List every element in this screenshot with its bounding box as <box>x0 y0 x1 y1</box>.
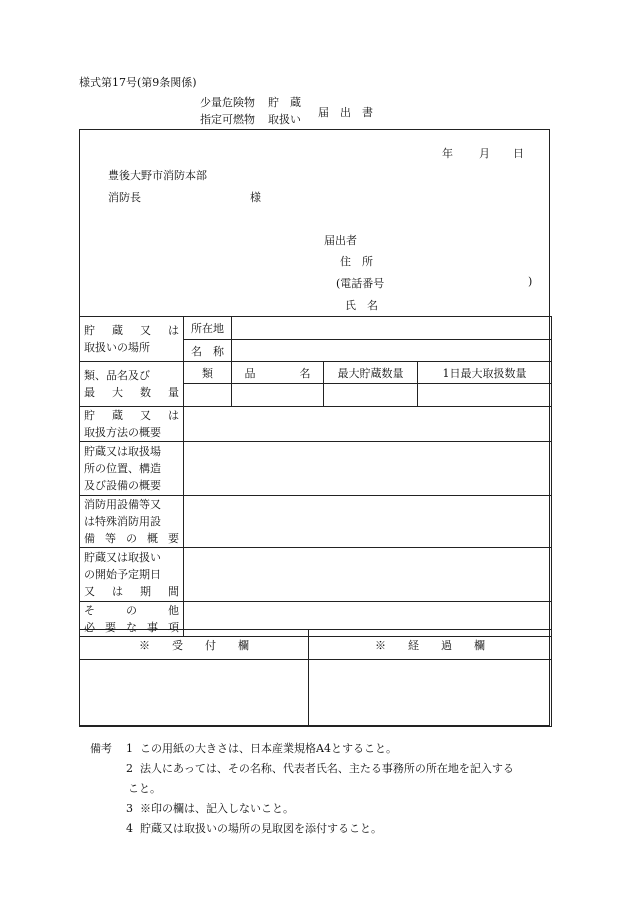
kind-col-max: 最大貯蔵数量 <box>324 362 418 384</box>
method-label-cell <box>80 407 184 442</box>
place-name-field[interactable] <box>232 340 552 362</box>
title-main: 届 出 書 <box>318 106 373 119</box>
period-field[interactable] <box>184 548 552 602</box>
progress-field <box>309 660 552 727</box>
kind-daily-field[interactable] <box>418 384 552 407</box>
stamp-table <box>79 629 552 727</box>
reception-field <box>80 660 309 727</box>
applicant-phone-close: ) <box>528 275 533 288</box>
kind-class-field[interactable] <box>184 384 232 407</box>
title-kind-line1: 少量危険物 <box>200 96 255 109</box>
other-label-l2: 必 要 な 事 項 <box>84 621 179 634</box>
form-table <box>79 316 552 637</box>
note-text-3: ※印の欄は、記入しないこと。 <box>140 802 294 815</box>
form-number: 様式第17号(第9条関係) <box>79 76 197 89</box>
location-field[interactable] <box>184 442 552 496</box>
period-label-l1: 貯蔵又は取扱い <box>84 551 161 564</box>
method-field[interactable] <box>184 407 552 442</box>
place-name-label: 名 称 <box>184 340 232 362</box>
applicant-address: 住 所 <box>340 255 373 268</box>
note-num-2: 2 <box>126 762 133 775</box>
note-item-1 <box>90 739 514 759</box>
applicant-name: 氏 名 <box>345 299 378 312</box>
location-label-l1: 貯蔵又は取扱場 <box>84 445 161 458</box>
place-address-field[interactable] <box>232 317 552 340</box>
title-action-line2: 取扱い <box>268 113 301 126</box>
date-day: 日 <box>513 147 524 160</box>
place-label-l1: 貯 蔵 又 は <box>84 324 179 337</box>
note-text-2: 法人にあっては、その名称、代表者氏名、主たる事務所の所在地を記入する <box>140 762 514 775</box>
title-kind <box>200 94 255 128</box>
equipment-field[interactable] <box>184 496 552 548</box>
note-text-2-cont: こと。 <box>128 782 161 795</box>
equipment-label-l2: は特殊消防用設 <box>84 515 161 528</box>
title-kind-line2: 指定可燃物 <box>200 113 255 126</box>
note-item-3 <box>90 799 514 819</box>
method-label-l1: 貯 蔵 又 は <box>84 409 179 422</box>
addressee-honorific: 様 <box>250 191 261 204</box>
place-address-label: 所在地 <box>184 317 232 340</box>
kind-col-daily: 1日最大取扱数量 <box>418 362 552 384</box>
kind-label-l2: 最 大 数 量 <box>84 386 179 399</box>
place-label-l2: 取扱いの場所 <box>84 341 150 354</box>
location-label-cell <box>80 442 184 496</box>
note-text-1: この用紙の大きさは、日本産業規格A4とすること。 <box>140 742 397 755</box>
kind-max-field[interactable] <box>324 384 418 407</box>
period-label-l3: 又 は 期 間 <box>84 585 179 598</box>
title-action <box>268 94 301 128</box>
applicant-label: 届出者 <box>324 234 357 247</box>
notes <box>90 739 514 839</box>
equipment-label-l1: 消防用設備等又 <box>84 498 161 511</box>
kind-label-l1: 類、品名及び <box>84 369 150 382</box>
notes-label: 備考 <box>90 742 112 755</box>
equipment-label-l3: 備 等 の 概 要 <box>84 532 179 545</box>
reception-header: ※ 受 付 欄 <box>80 630 309 660</box>
applicant-phone-open: (電話番号 <box>336 277 385 290</box>
period-label-cell <box>80 548 184 602</box>
method-label-l2: 取扱方法の概要 <box>84 426 161 439</box>
note-item-2-cont <box>90 779 514 799</box>
title-action-line1: 貯 蔵 <box>268 96 301 109</box>
date-year: 年 <box>442 147 453 160</box>
note-num-4: 4 <box>126 822 133 835</box>
location-label-l2: 所の位置、構造 <box>84 462 161 475</box>
kind-item-field[interactable] <box>232 384 324 407</box>
kind-col-item: 品 名 <box>232 362 324 384</box>
progress-header: ※ 経 過 欄 <box>309 630 552 660</box>
addressee-chief: 消防長 <box>108 191 141 204</box>
location-label-l3: 及び設備の概要 <box>84 479 161 492</box>
kind-col-class: 類 <box>184 362 232 384</box>
other-label-l1: そ の 他 <box>84 604 179 617</box>
note-item-4 <box>90 819 514 839</box>
note-num-3: 3 <box>126 802 133 815</box>
note-text-4: 貯蔵又は取扱いの場所の見取図を添付すること。 <box>140 822 382 835</box>
date-month: 月 <box>479 147 490 160</box>
note-num-1: 1 <box>126 742 133 755</box>
period-label-l2: の開始予定期日 <box>84 568 161 581</box>
addressee-org: 豊後大野市消防本部 <box>108 169 207 182</box>
kind-label-cell <box>80 362 184 407</box>
place-label-cell <box>80 317 184 362</box>
equipment-label-cell <box>80 496 184 548</box>
note-item-2 <box>90 759 514 779</box>
